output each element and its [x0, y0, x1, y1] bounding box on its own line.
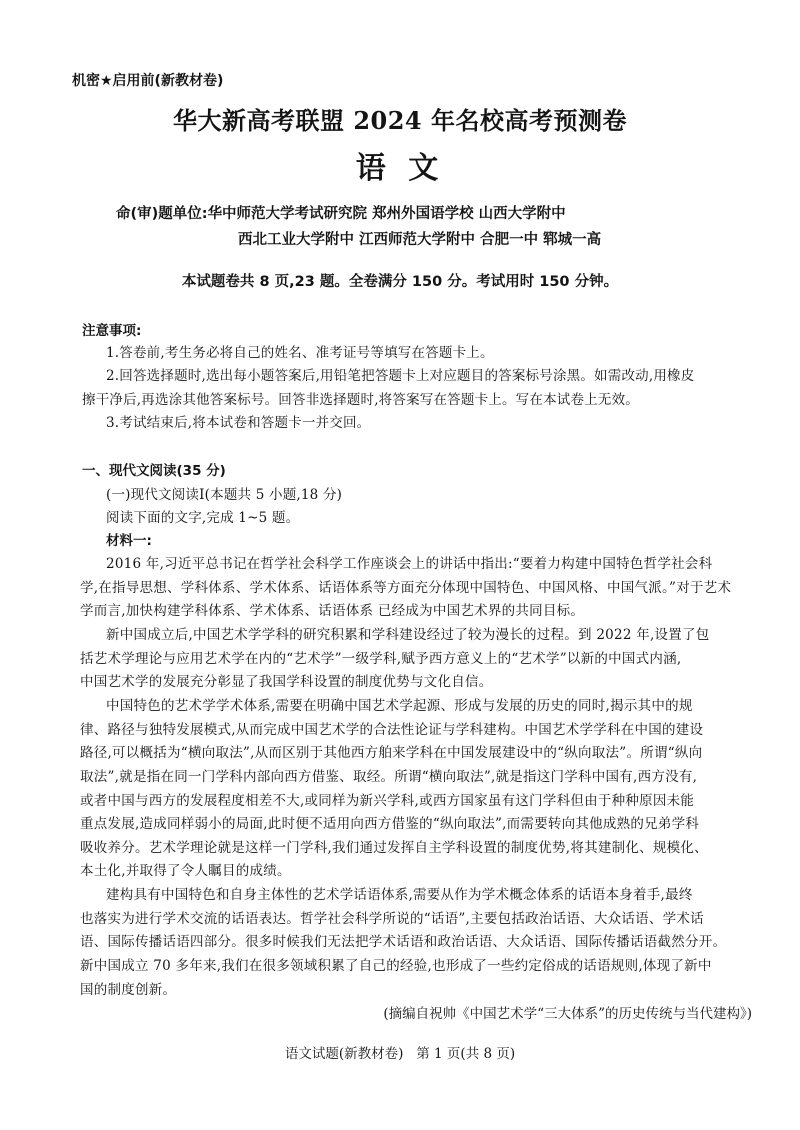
reading-instruction: 阅读下面的文字,完成 1~5 题。: [106, 510, 300, 526]
passage-line: 语、国际传播话语四部分。很多时候我们无法把学术话语和政治话语、大众话语、国际传播话语截然分开。: [80, 934, 727, 950]
note-item: 2.回答选择题时,选出每小题答案后,用铅笔把答题卡上对应题目的答案标号涂黑。如需改动,用橡皮: [106, 368, 695, 384]
passage-line: 或者中国与西方的发展程度相差不大,或同样为新兴学科,或西方国家虽有这门学科但由于种种原因未能: [80, 793, 695, 809]
passage-line: 吸收养分。艺术学理论就是这样一门学科,我们通过发挥自主学科设置的制度优势,将其建制化、规模化、: [80, 840, 708, 856]
passage-line: 本土化,并取得了令人瞩目的成绩。: [80, 863, 291, 879]
passage-line: 重点发展,造成同样弱小的局面,此时便不适用向西方借鉴的“纵向取法”,而需要转向其他成熟的兄弟学科: [80, 816, 700, 832]
passage-line: 新中国成立 70 多年来,我们在很多领域积累了自己的经验,也形成了一些约定俗成的话语规则,体现了新中: [80, 958, 712, 974]
passage-line: 学而言,加快构建学科体系、学术体系、话语体系 已经成为中国艺术界的共同目标。: [80, 603, 585, 619]
note-item: 擦干净后,再选涂其他答案标号。回答非选择题时,将答案写在答题卡上。写在本试卷上无效。: [82, 392, 639, 408]
passage-line: 建构具有中国特色和自身主体性的艺术学话语体系,需要从作为学术概念体系的话语本身着手,最终: [106, 887, 693, 903]
authors-label: 命(审)题单位:: [116, 206, 208, 222]
passage-line: 新中国成立后,中国艺术学学科的研究积累和学科建设经过了较为漫长的过程。到 2022 年,设置了包: [106, 627, 710, 643]
passage-line: 学,在指导思想、学科体系、学术体系、话语体系等方面充分体现中国特色、中国风格、中国气派。”对于艺术: [80, 580, 732, 596]
passage-citation: (摘编自祝帅《中国艺术学“三大体系”的历史传统与当代建构》): [383, 1006, 752, 1022]
passage-line: 中国特色的艺术学学术体系,需要在明确中国艺术学起源、形成与发展的历史的同时,揭示其中的规: [106, 698, 693, 714]
notes-title: 注意事项:: [82, 323, 142, 339]
exam-info: 本试题卷共 8 页,23 题。全卷满分 150 分。考试用时 150 分钟。: [181, 274, 619, 290]
page-footer: 语文试题(新教材卷) 第 1 页(共 8 页): [284, 1046, 516, 1062]
authors-institutions-1: 华中师范大学考试研究院 郑州外国语学校 山西大学附中: [207, 205, 566, 222]
subject-title: 语 文: [355, 151, 445, 186]
section-title: 一、现代文阅读(35 分): [82, 463, 226, 479]
note-item: 3.考试结束后,将本试卷和答题卡一并交回。: [106, 415, 371, 431]
passage-line: 括艺术学理论与应用艺术学在内的“艺术学”一级学科,赋予西方意义上的“艺术学”以新的中国式内涵,: [80, 651, 682, 667]
passage-line: 国的制度创新。: [80, 982, 177, 998]
material-label: 材料一:: [106, 533, 152, 549]
exam-title: 华大新高考联盟 2024 年名校高考预测卷: [172, 106, 627, 135]
authors-line-1: [116, 202, 566, 223]
passage-line: 2016 年,习近平总书记在哲学社会科学工作座谈会上的讲话中指出:“要着力构建中国特色哲学社会科: [106, 556, 713, 572]
passage-line: 也落实为进行学术交流的话语表达。哲学社会科学所说的“话语”,主要包括政治话语、大众话语、学术话: [80, 911, 704, 927]
subsection-title: (一)现代文阅读Ⅰ(本题共 5 小题,18 分): [106, 487, 343, 503]
passage-line: 取法”,就是指在同一门学科内部向西方借鉴、取经。所谓“横向取法”,就是指这门学科中国有,西方没有,: [80, 769, 698, 785]
passage-line: 路径,可以概括为“横向取法”,从而区别于其他西方舶来学科在中国发展建设中的“纵向取法”。所谓“纵向: [80, 745, 703, 761]
authors-institutions-2: 西北工业大学附中 江西师范大学附中 合肥一中 郓城一高: [238, 231, 602, 248]
passage-line: 中国艺术学的发展充分彰显了我国学科设置的制度优势与文化自信。: [80, 674, 493, 690]
passage-line: 律、路径与独特发展模式,从而完成中国艺术学的合法性论证与学科建构。中国艺术学学科在中国的建设: [80, 722, 704, 738]
note-item: 1.答卷前,考生务必将自己的姓名、准考证号等填写在答题卡上。: [106, 345, 494, 361]
confidential-label: 机密★启用前(新教材卷): [72, 73, 224, 89]
